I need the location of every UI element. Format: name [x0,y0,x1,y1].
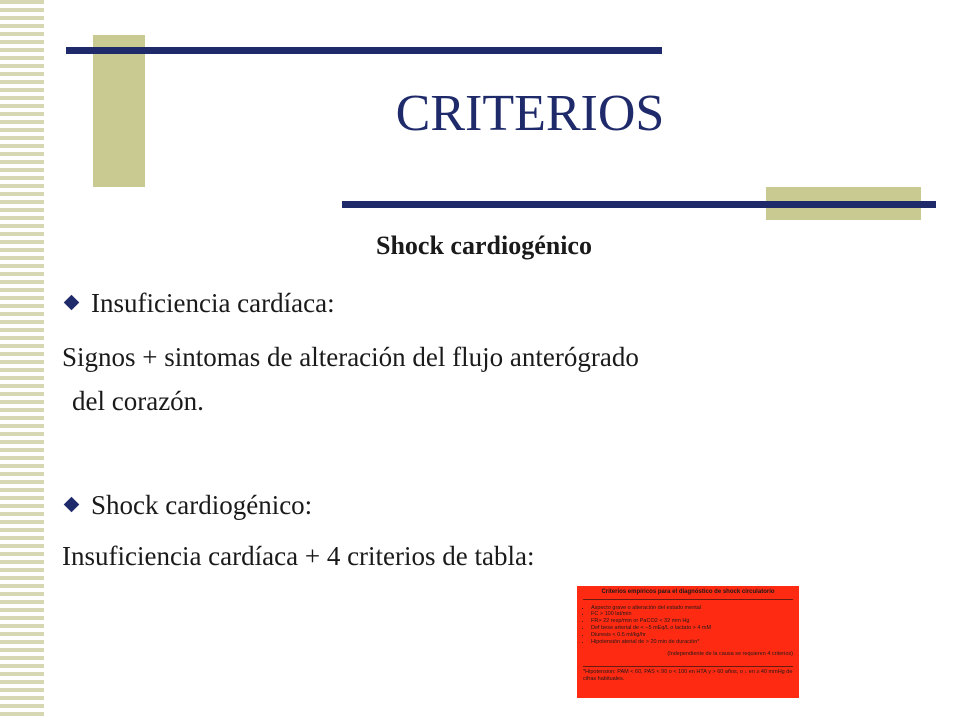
criteria-item: • FR> 22 resp/min or PaCO2 < 32 mm Hg [591,618,793,625]
criteria-item: • Diuresis < 0.5 ml/kg/hr [591,632,793,639]
table-footnote: *Hipotension: PAM < 60, PAS < 90 o < 100 en HTA y > 60 años, o ↓ en ≥ 40 mmHg de cifras habituales. [583,666,793,683]
criteria-item: • Def bese arterial de < −5 mEq/L o lactato > 4 mM [591,625,793,632]
slide-subtitle: Shock cardiogénico [376,231,592,260]
body-line-corazon: del corazón. [72,386,204,416]
criteria-list [583,605,793,646]
table-note: (Independiente de la causa se requieren 4 criterios) [667,650,793,657]
bullet-text: Shock cardiogénico: [91,490,313,520]
diamond-bullet-icon [64,497,80,513]
criteria-table-image [577,586,799,698]
body-line-signos: Signos + sintomas de alteración del flujo anterógrado [62,342,639,372]
bullet-item-shock [66,489,312,521]
diamond-bullet-icon [64,295,80,311]
bullet-text: Insuficiencia cardíaca: [91,288,335,318]
slide-title: CRITERIOS [395,85,665,142]
criteria-item: • Hipotensión aterial de > 20 min de duración* [591,639,793,646]
table-heading: Criterios empíricos para el diagnóstico de shock circulatorio [583,589,793,600]
bullet-item-insuficiencia [66,287,335,319]
criteria-item: • Aspecto grave o alteración del estado mental [591,605,793,612]
decorative-line-top [66,47,662,54]
decorative-line-bottom [342,201,936,208]
criteria-item: • FC > 100 lat/min [591,611,793,618]
body-line-criterios: Insuficiencia cardíaca + 4 criterios de tabla: [62,541,535,571]
